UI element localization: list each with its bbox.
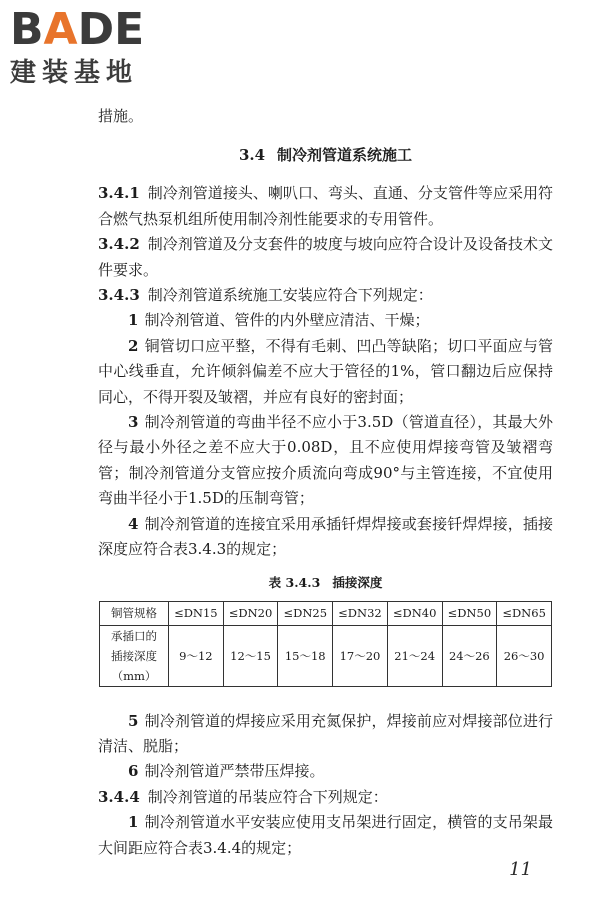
item-number: 3 [128,413,139,432]
section-heading [98,143,553,167]
list-item [98,709,553,760]
logo-wordmark [10,4,145,55]
clause-text: 制冷剂管道的吊装应符合下列规定： [147,787,388,806]
column-header: ≤DN50 [442,601,497,625]
page-number: 11 [509,859,532,880]
item-number: 1 [128,311,139,330]
item-number: 1 [128,813,139,832]
clause-3-4-4 [98,785,553,810]
row-label-line: 插接深度 [111,648,157,663]
clause-number: 3.4.3 [98,286,140,305]
table-cell: 9～12 [169,625,224,686]
column-header: ≤DN20 [223,601,278,625]
table-cell: 17～20 [333,625,388,686]
header-label-cell: 铜管规格 [100,601,169,625]
table-cell: 15～18 [278,625,333,686]
clause-number: 3.4.1 [98,184,140,203]
clause-3-4-3 [98,283,553,308]
insertion-depth-table [99,601,552,687]
intro-text: 措施。 [98,107,144,125]
logo-subtitle: 建装基地 [10,58,139,88]
list-item [98,512,553,563]
column-header: ≤DN32 [333,601,388,625]
document-body [98,104,553,861]
clause-3-4-2 [98,232,553,283]
item-text: 制冷剂管道、管件的内外壁应清洁、干燥； [144,311,430,330]
table-row [100,625,552,686]
column-header: ≤DN40 [387,601,442,625]
clause-text: 制冷剂管道系统施工安装应符合下列规定： [147,286,433,305]
column-header: ≤DN25 [278,601,333,625]
item-text: 制冷剂管道严禁带压焊接。 [144,762,325,781]
item-text: 制冷剂管道的连接宜采用承插钎焊焊接或套接钎焊焊接，插接深度应符合表3.4.3的规定； [98,514,553,559]
table-caption [98,573,553,591]
table-header-row [100,601,552,625]
row-label-cell [100,625,169,686]
item-number: 6 [128,762,139,781]
list-item [98,810,553,861]
clause-number: 3.4.2 [98,235,140,254]
table-title: 插接深度 [332,574,383,590]
table-cell: 24～26 [442,625,497,686]
brand-logo [10,4,145,88]
item-number: 2 [128,336,139,355]
item-text: 制冷剂管道的弯曲半径不应小于3.5D（管道直径），其最大外径与最小外径之差不应大于0.08D，且不应使用焊接弯管及皱褶弯管；制冷剂管道分支管应按介质流向弯成90°与主管连接，不宜使用弯曲半径小于1.5D的压制弯管； [98,413,553,508]
row-label-line: 承插口的 [111,628,157,643]
logo-letters-de: DE [77,4,145,55]
clause-text: 制冷剂管道及分支套件的坡度与坡向应符合设计及设备技术文件要求。 [98,235,553,279]
table-cell: 26～30 [497,625,552,686]
clause-text: 制冷剂管道接头、喇叭口、弯头、直通、分支管件等应采用符合燃气热泵机组所使用制冷剂性能要求的专用管件。 [98,184,553,228]
section-number: 3.4 [238,146,266,165]
row-label-line: （mm） [111,668,157,683]
column-header: ≤DN15 [169,601,224,625]
logo-letter-a-accent: A [43,4,78,55]
item-number: 5 [128,711,139,730]
column-header: ≤DN65 [497,601,552,625]
logo-letter-b: B [10,4,44,55]
table-cell: 21～24 [387,625,442,686]
table-cell: 12～15 [223,625,278,686]
item-text: 铜管切口应平整，不得有毛刺、凹凸等缺陷；切口平面应与管中心线垂直，允许倾斜偏差不应大于管径的1%，管口翻边后应保持同心，不得开裂及皱褶，并应有良好的密封面； [98,336,553,406]
list-item [98,759,553,784]
item-text: 制冷剂管道的焊接应采用充氮保护，焊接前应对焊接部位进行清洁、脱脂； [98,711,553,755]
item-number: 4 [128,514,139,533]
clause-3-4-1 [98,181,553,232]
section-title: 制冷剂管道系统施工 [277,146,413,165]
list-item [98,410,553,512]
list-item [98,334,553,410]
list-item [98,308,553,333]
clause-number: 3.4.4 [98,787,140,806]
item-text: 制冷剂管道水平安装应使用支吊架进行固定，横管的支吊架最大间距应符合表3.4.4的规定； [98,813,553,857]
table-number: 表 3.4.3 [268,574,321,590]
